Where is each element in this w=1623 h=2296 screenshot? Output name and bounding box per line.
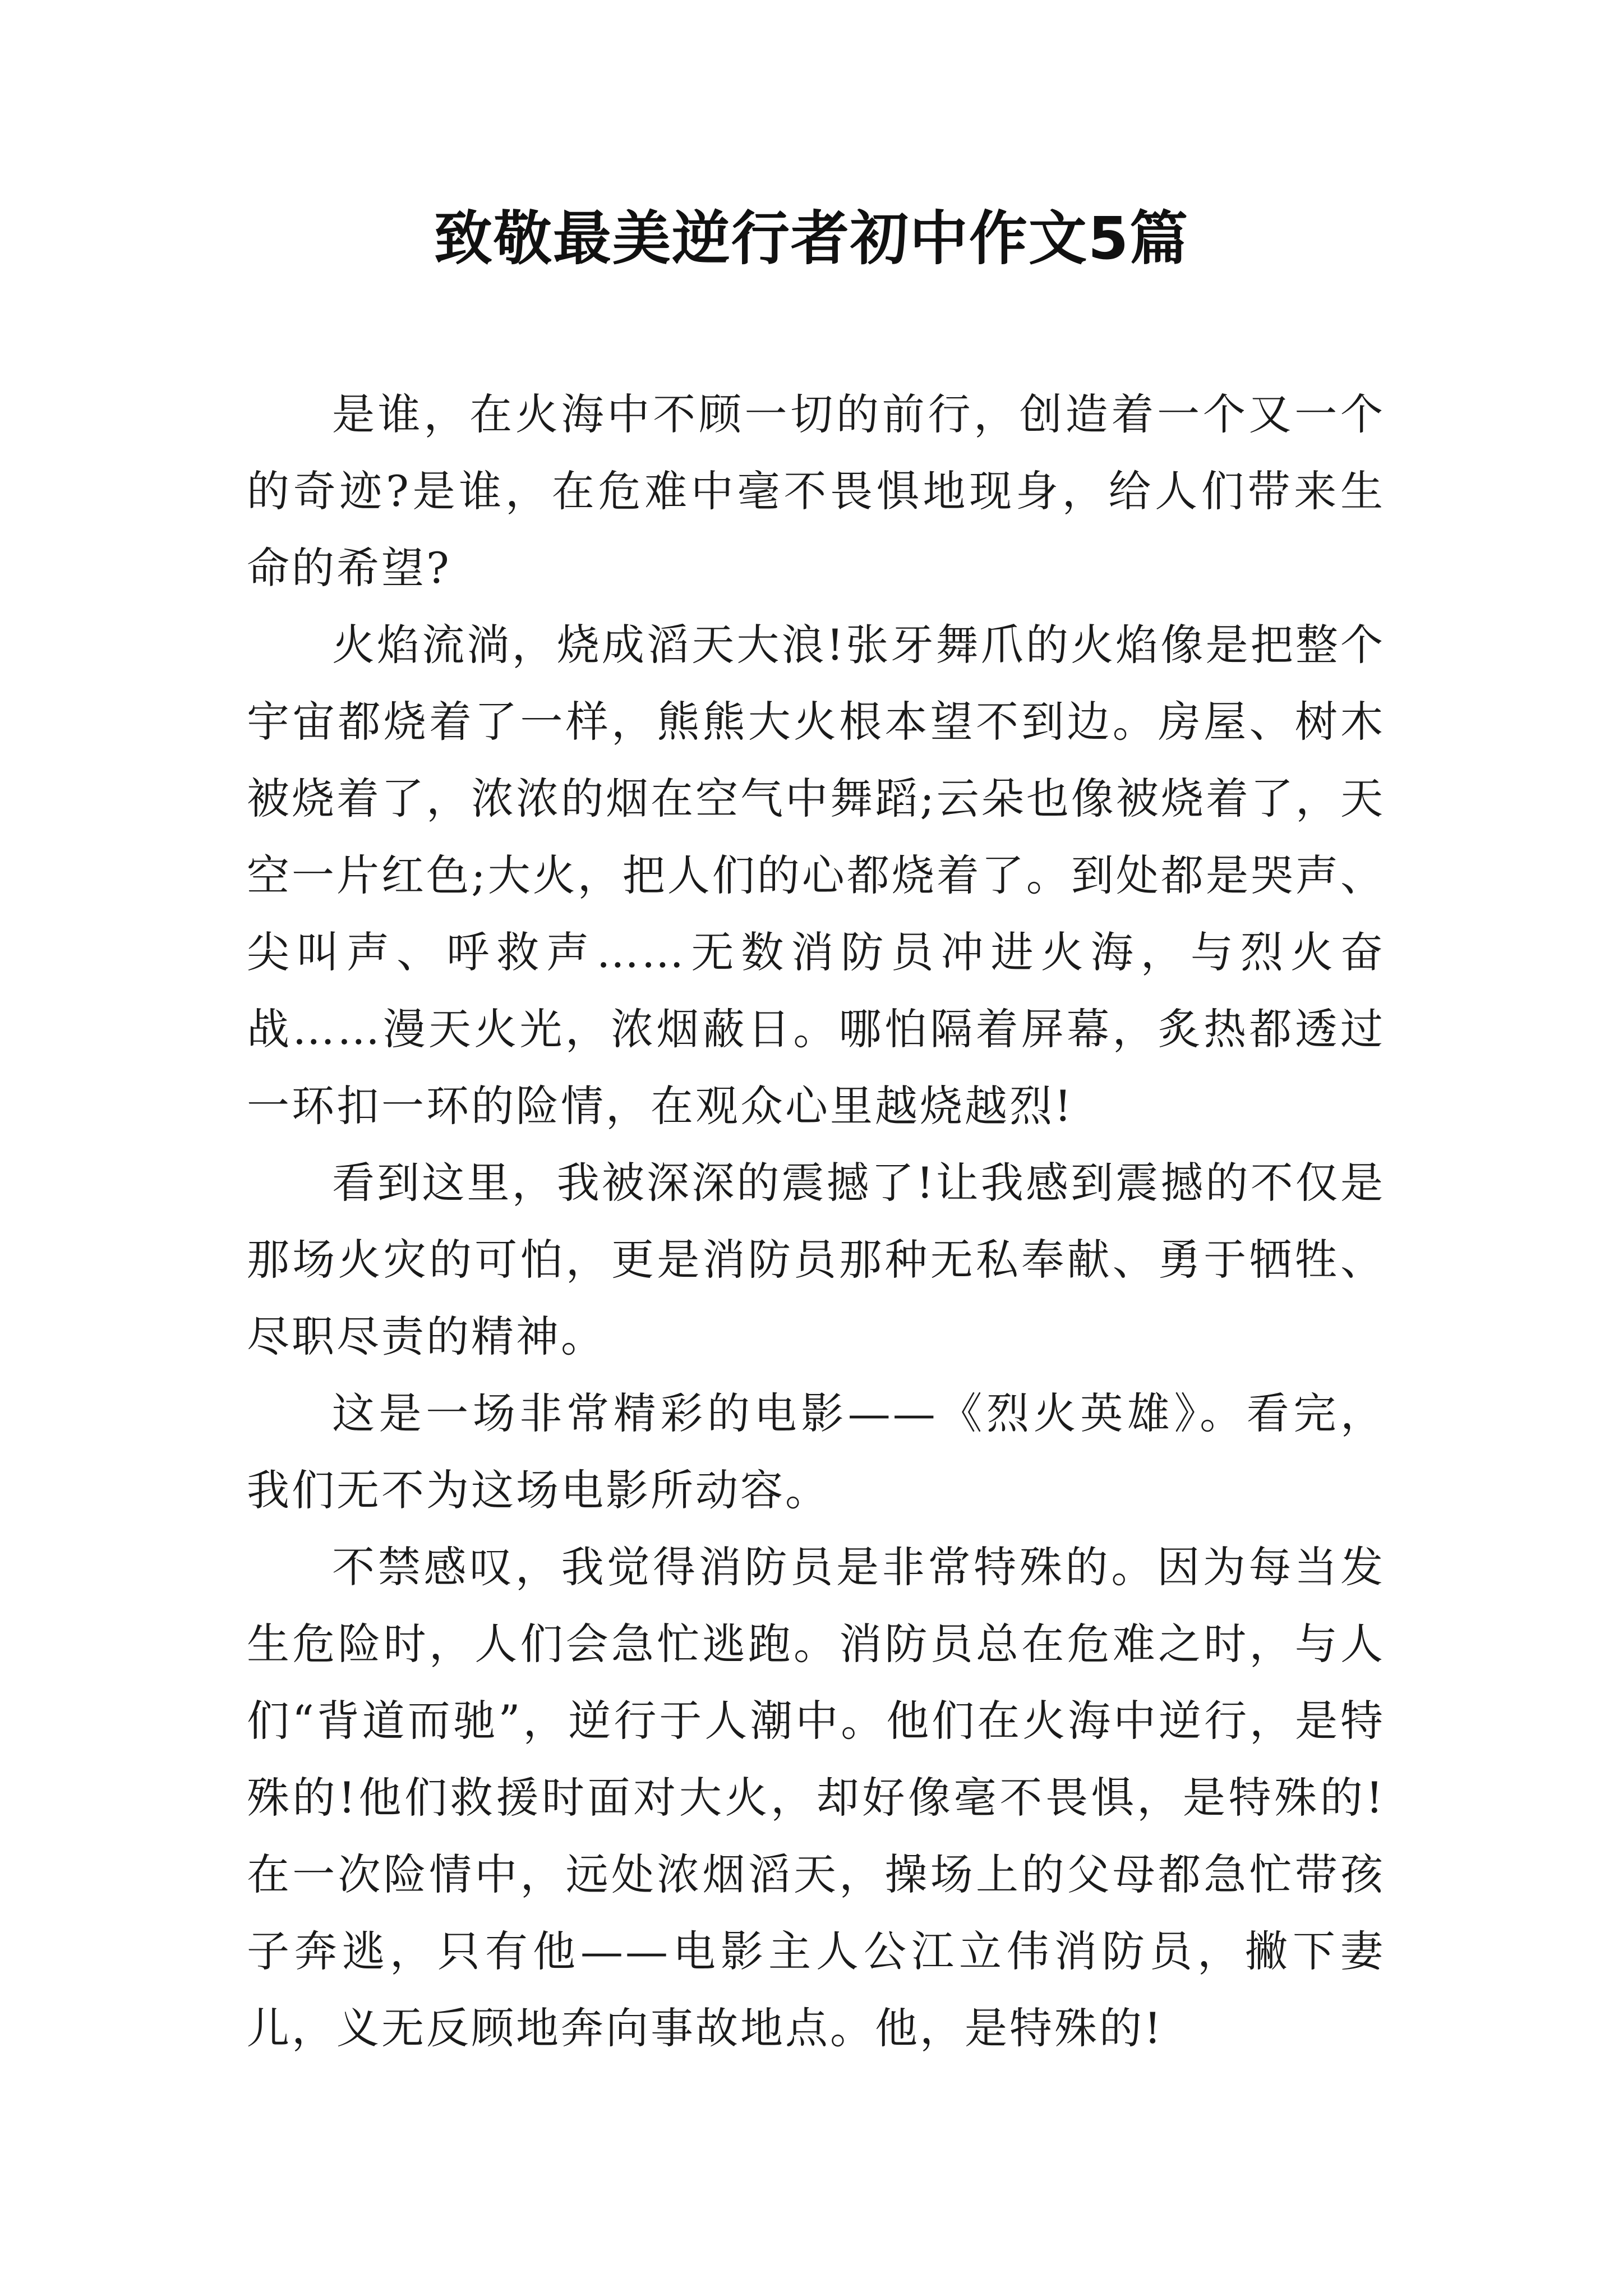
- paragraph: 火焰流淌，烧成滔天大浪!张牙舞爪的火焰像是把整个宇宙都烧着了一样，熊熊大火根本望不到边。房屋、树木被烧着了，浓浓的烟在空气中舞蹈;云朵也像被烧着了，天空一片红色;大火，把人们的心都烧着了。到处都是哭声、尖叫声、呼救声……无数消防员冲进火海，与烈火奋战……漫天火光，浓烟蔽日。哪怕隔着屏幕，炙热都透过一环扣一环的险情，在观众心里越烧越烈!: [247, 620, 1385, 1131]
- paragraph: 这是一场非常精彩的电影——《烈火英雄》。看完，我们无不为这场电影所动容。: [247, 1388, 1385, 1515]
- paragraph: 是谁，在火海中不顾一切的前行，创造着一个又一个的奇迹?是谁，在危难中毫不畏惧地现身，给人们带来生命的希望?: [247, 389, 1385, 593]
- document-body: [247, 376, 1385, 2067]
- paragraph: 看到这里，我被深深的震撼了!让我感到震撼的不仅是那场火灾的可怕，更是消防员那种无私奉献、勇于牺牲、尽职尽责的精神。: [247, 1158, 1385, 1361]
- paragraph: 不禁感叹，我觉得消防员是非常特殊的。因为每当发生危险时，人们会急忙逃跑。消防员总在危难之时，与人们“背道而驰”，逆行于人潮中。他们在火海中逆行，是特殊的!他们救援时面对大火，却好像毫不畏惧，是特殊的!在一次险情中，远处浓烟滔天，操场上的父母都急忙带孩子奔逃，只有他——电影主人公江立伟消防员，撇下妻儿，义无反顾地奔向事故地点。他，是特殊的!: [247, 1542, 1385, 2053]
- document-title: 致敬最美逆行者初中作文5篇: [434, 204, 1189, 273]
